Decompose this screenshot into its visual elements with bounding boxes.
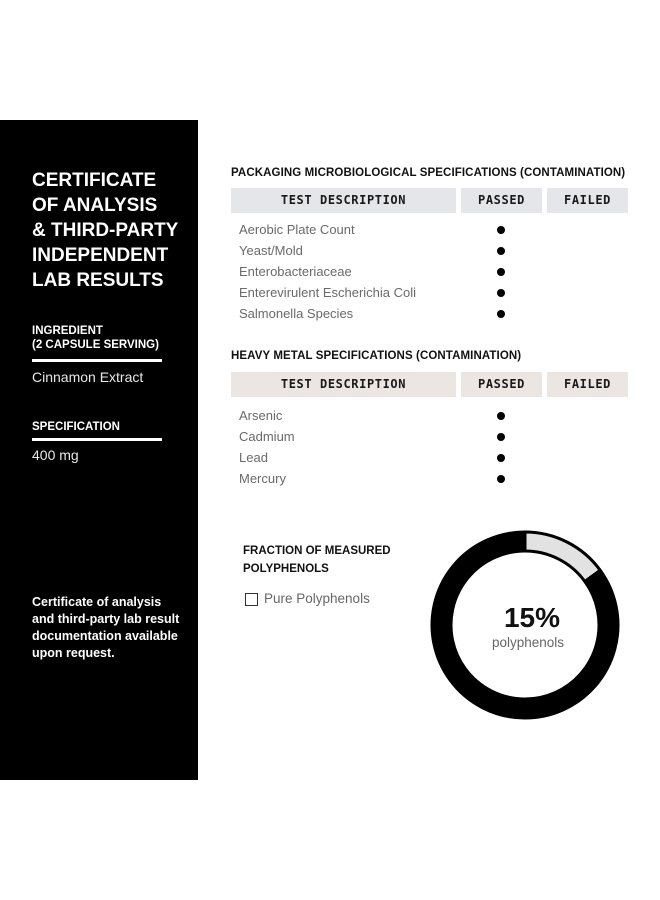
test-name: Yeast/Mold (239, 243, 303, 258)
unit-label: polyphenols (491, 635, 565, 650)
microbiological-title: PACKAGING MICROBIOLOGICAL SPECIFICATIONS (CONTAMINATION) (231, 167, 626, 179)
test-name: Salmonella Species (239, 306, 354, 321)
legend-label: Pure Polyphenols (264, 591, 370, 606)
specification-label: SPECIFICATION (32, 421, 120, 433)
header-failed: FAILED (547, 372, 628, 397)
percent-label: 15% (503, 602, 561, 633)
polyphenols-title: FRACTION OF MEASURED POLYPHENOLS (243, 545, 391, 575)
header-test-description: TEST DESCRIPTION (231, 372, 456, 397)
certificate-title: CERTIFICATE OF ANALYSIS & THIRD-PARTY INDEPENDENT LAB RESULTS (32, 170, 179, 291)
ingredient-label: INGREDIENT (2 CAPSULE SERVING) (32, 325, 159, 351)
header-passed: PASSED (461, 372, 542, 397)
test-name: Lead (239, 450, 268, 465)
test-name: Arsenic (239, 408, 283, 423)
header-test-description: TEST DESCRIPTION (231, 188, 456, 213)
availability-note: Certificate of analysis and third-party lab result documentation available upon request. (32, 595, 180, 660)
test-name: Enterobacteriaceae (239, 264, 352, 279)
heavy-metal-title: HEAVY METAL SPECIFICATIONS (CONTAMINATION) (231, 350, 522, 362)
header-failed: FAILED (547, 188, 628, 213)
header-passed: PASSED (461, 188, 542, 213)
test-name: Aerobic Plate Count (239, 222, 355, 237)
test-name: Mercury (239, 471, 286, 486)
specification-value: 400 mg (32, 447, 79, 463)
ingredient-value: Cinnamon Extract (32, 369, 144, 385)
donut-slice-polyphenols (525, 532, 600, 582)
test-name: Enterevirulent Escherichia Coli (239, 285, 417, 300)
test-name: Cadmium (239, 429, 295, 444)
